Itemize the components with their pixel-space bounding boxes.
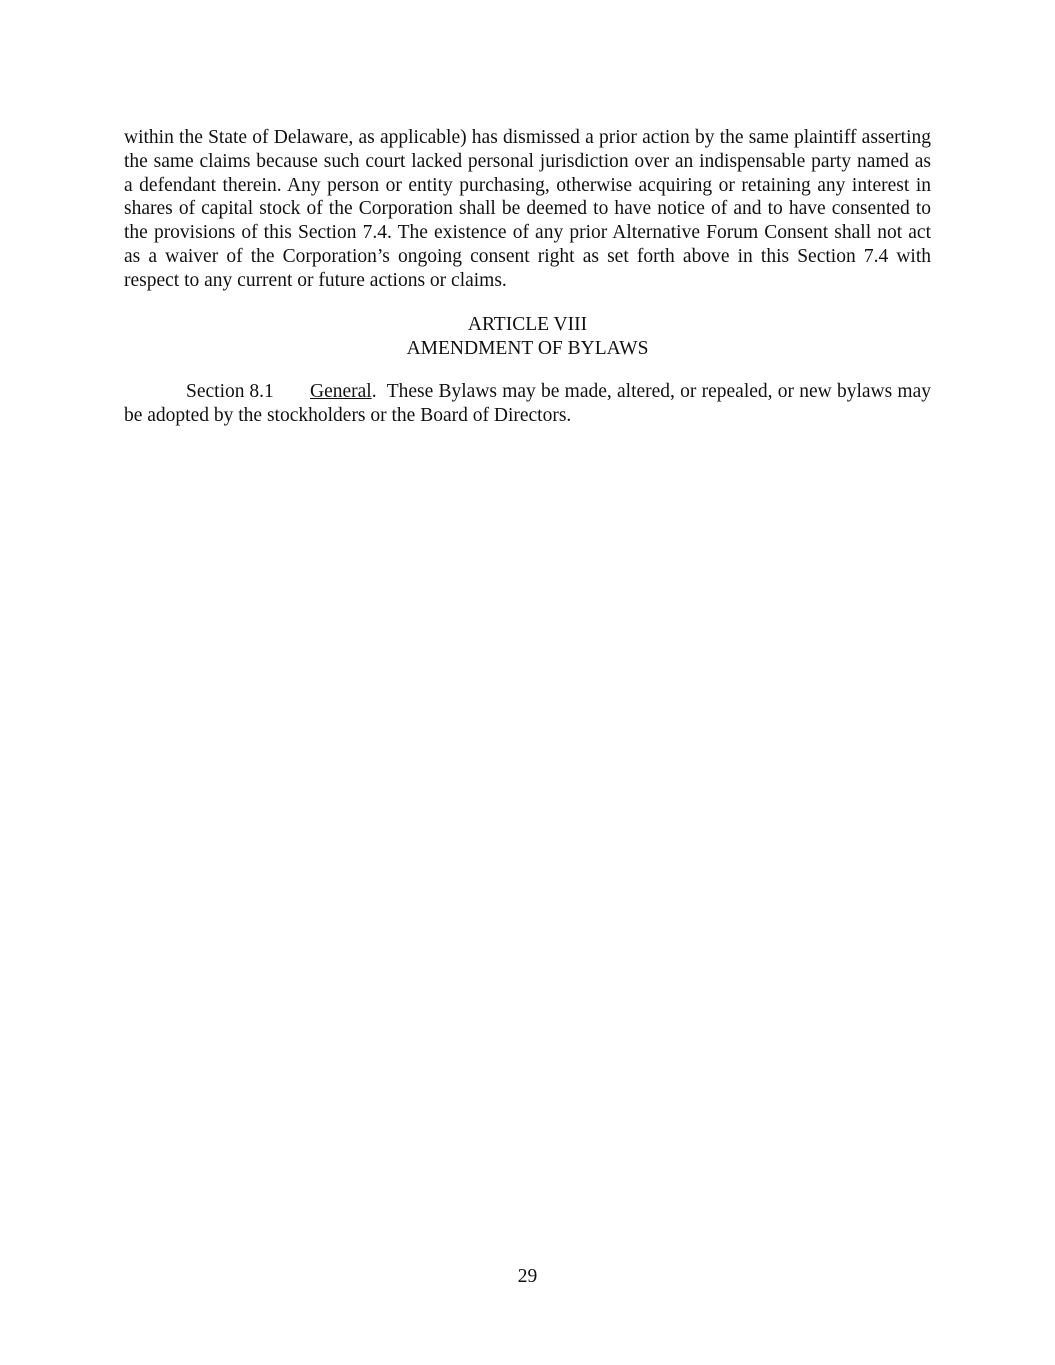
article-title: AMENDMENT OF BYLAWS [406, 337, 649, 359]
page-number: 29 [517, 1266, 538, 1287]
section-8-1-paragraph [124, 380, 931, 428]
section-caption: General [310, 381, 372, 402]
continued-paragraph: within the State of Delaware, as applicable) has dismissed a prior action by the same plaintiff asserting the same claims because such court lacked personal jurisdiction over an indispensable party named as a defendant therein. Any person or entity purchasing, otherwise acquiring or retaining any interest in shares of capital stock of the Corporation shall be deemed to have notice of and to have consented to the provisions of this Section 7.4. The existence of any prior Alternative Forum Consent shall not act as a waiver of the Corporation’s ongoing consent right as set forth above in this Section 7.4 with respect to any current or future actions or claims. [124, 127, 931, 291]
section-caption-punctuation: . [371, 381, 377, 402]
section-text: These Bylaws may be made, altered, or repealed, or new bylaws may be adopted by the stockholders or the Board of Directors. [124, 381, 931, 426]
article-number: ARTICLE VIII [467, 314, 588, 335]
article-heading [124, 313, 931, 361]
section-number: Section 8.1 [186, 381, 274, 402]
